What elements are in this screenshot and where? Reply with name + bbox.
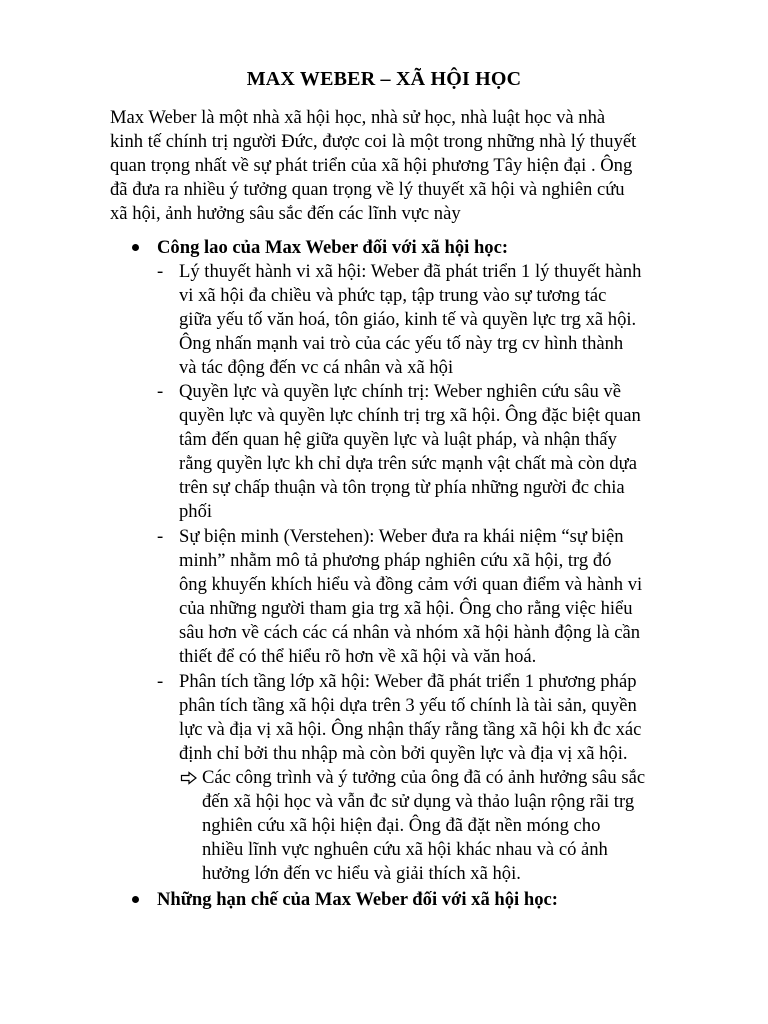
item-line: ông khuyến khích hiểu và đồng cảm với quan điểm và hành vi <box>179 574 643 595</box>
intro-line: kinh tế chính trị người Đức, được coi là một trong những nhà lý thuyết <box>110 131 637 152</box>
conclusion-line: Các công trình và ý tưởng của ông đã có ảnh hưởng sâu sắc <box>202 767 646 788</box>
item-line: phối <box>179 501 213 522</box>
item-line: quyền lực và quyền lực chính trị trg xã hội. Ông đặc biệt quan <box>179 405 641 426</box>
item-line: và tác động đến vc cá nhân và xã hội <box>179 357 454 378</box>
intro-line: xã hội, ảnh hưởng sâu sắc đến các lĩnh vực này <box>110 203 461 224</box>
item-line: Phân tích tầng lớp xã hội: Weber đã phát triển 1 phương pháp <box>179 671 637 692</box>
conclusion-line: hưởng lớn đến vc hiểu và giải thích xã hội. <box>202 863 521 884</box>
intro-line: Max Weber là một nhà xã hội học, nhà sử học, nhà luật học và nhà <box>110 107 606 128</box>
arrow-right-icon <box>180 771 198 785</box>
item-line: phân tích tầng xã hội dựa trên 3 yếu tố chính là tài sản, quyền <box>179 695 637 716</box>
bullet-icon <box>132 896 139 903</box>
item-line: trên sự chấp thuận và tôn trọng từ phía những người đc chia <box>179 477 625 498</box>
item-line: vi xã hội đa chiều và phức tạp, tập trung vào sự tương tác <box>179 285 607 306</box>
section-heading-limitations: Những hạn chế của Max Weber đối với xã hội học: <box>157 889 558 910</box>
dash-marker: - <box>157 526 164 547</box>
item-line: Sự biện minh (Verstehen): Weber đưa ra khái niệm “sự biện <box>179 526 624 547</box>
dash-marker: - <box>157 261 164 282</box>
conclusion-line: nghiên cứu xã hội hiện đại. Ông đã đặt nền móng cho <box>202 815 601 836</box>
bullet-icon <box>132 244 139 251</box>
item-line: rằng quyền lực kh chỉ dựa trên sức mạnh vật chất mà còn dựa <box>179 453 637 474</box>
intro-line: đã đưa ra nhiều ý tưởng quan trọng về lý thuyết xã hội và nghiên cứu <box>110 179 625 200</box>
conclusion-line: đến xã hội học và vẫn đc sử dụng và thảo luận rộng rãi trg <box>202 791 635 812</box>
item-line: sâu hơn về cách các cá nhân và nhóm xã hội hành động là cần <box>179 622 641 643</box>
item-line: thiết để có thể hiểu rõ hơn về xã hội và văn hoá. <box>179 646 537 667</box>
item-line: Ông nhấn mạnh vai trò của các yếu tố này trg cv hình thành <box>179 333 624 354</box>
item-line: lực và địa vị xã hội. Ông nhận thấy rằng tầng xã hội kh đc xác <box>179 719 642 740</box>
document-title: MAX WEBER – XÃ HỘI HỌC <box>246 68 522 90</box>
section-heading-contributions: Công lao của Max Weber đối với xã hội học: <box>157 237 509 258</box>
dash-marker: - <box>157 671 164 692</box>
item-line: Quyền lực và quyền lực chính trị: Weber nghiên cứu sâu về <box>179 381 621 402</box>
item-line: định chỉ bởi thu nhập mà còn bởi quyền lực và địa vị xã hội. <box>179 743 628 764</box>
conclusion-line: nhiều lĩnh vực nghuên cứu xã hội khác nhau và có ảnh <box>202 839 608 860</box>
dash-marker: - <box>157 381 164 402</box>
item-line: Lý thuyết hành vi xã hội: Weber đã phát triển 1 lý thuyết hành <box>179 261 642 282</box>
item-line: giữa yếu tố văn hoá, tôn giáo, kinh tế và quyền lực trg xã hội. <box>179 309 637 330</box>
intro-line: quan trọng nhất về sự phát triển của xã hội phương Tây hiện đại . Ông <box>110 155 633 176</box>
item-line: minh” nhằm mô tả phương pháp nghiên cứu xã hội, trg đó <box>179 550 612 571</box>
item-line: của những người tham gia trg xã hội. Ông cho rằng việc hiểu <box>179 598 633 619</box>
item-line: tâm đến quan hệ giữa quyền lực và luật pháp, và nhận thấy <box>179 429 617 450</box>
